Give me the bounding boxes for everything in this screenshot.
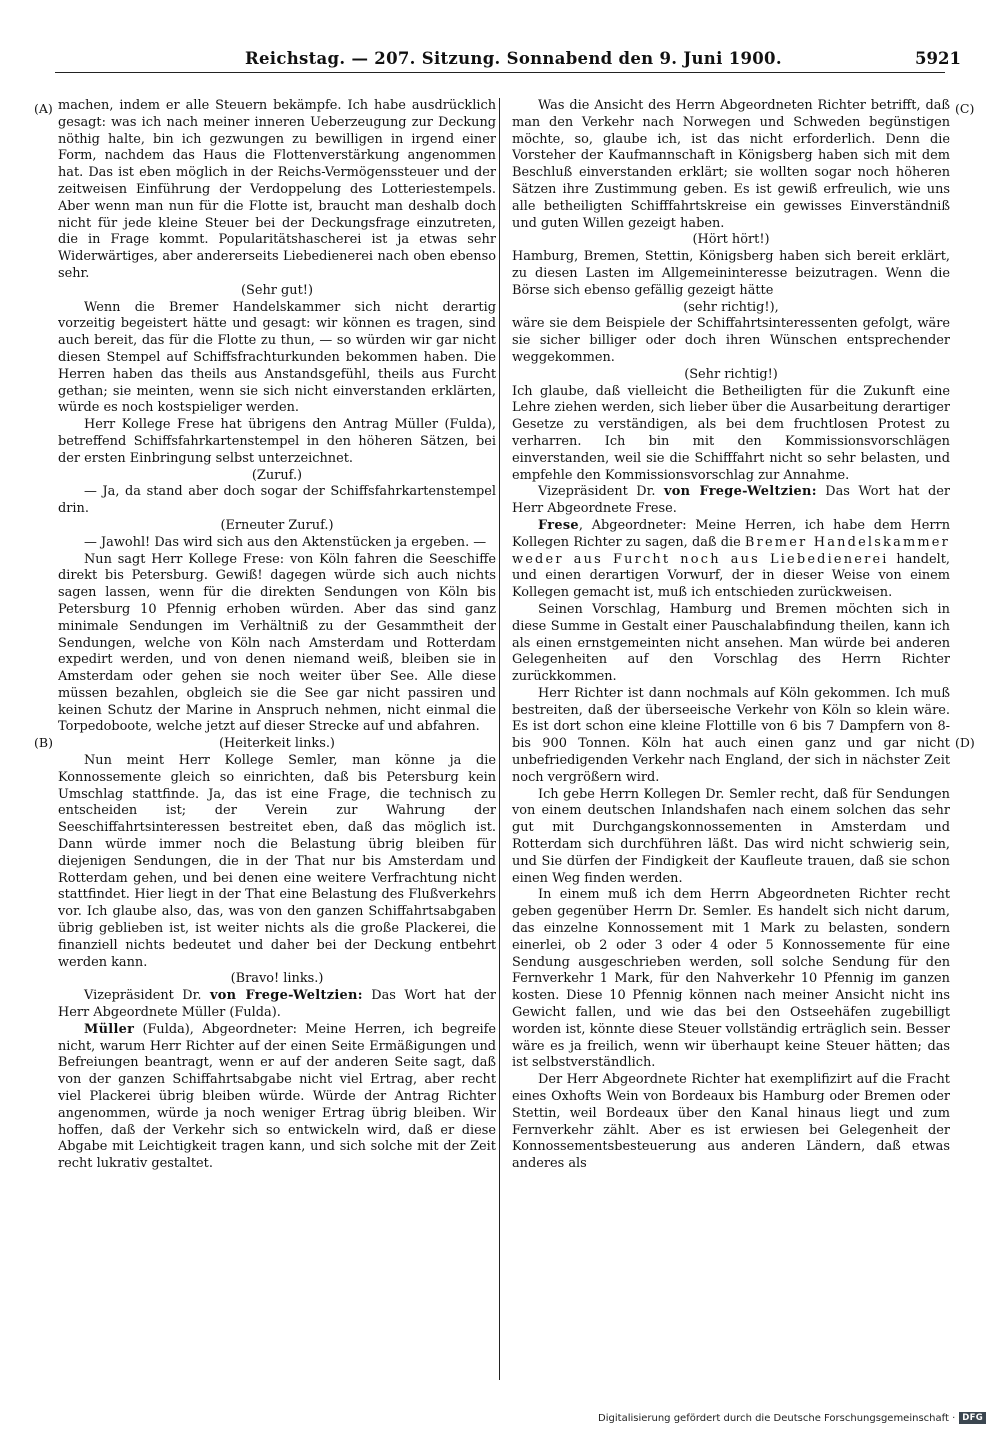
paragraph: — Jawohl! Das wird sich aus den Aktenstücken ja ergeben. — [84, 534, 487, 550]
interjection: (Sehr gut!) [241, 282, 313, 298]
header-rule [55, 72, 945, 73]
paragraph: Herr Kollege Frese hat übrigens den Antrag Müller (Fulda), betreffend Schiffsfahrkartenstempel in den höheren Sätzen, bei der ersten Einbringung selbst unterzeichnet. [58, 417, 496, 466]
speaker-name: von Frege-Weltzien: [663, 484, 817, 500]
paragraph: In einem muß ich dem Herrn Abgeordneten Richter recht geben gegenüber Herrn Dr. Semler. Es handelt sich nicht darum, das einzelne Konnossement mit 1 Mark zu belasten, sondern einerlei, ob 2 oder 3 oder 4 oder 5 Konnossemente für eine Sendung ausgeschrieben werden, soll solche Sendung für den Fernverkehr 1 Mark, für den Nahverkehr 10 Pfennig im ganzen kosten. Diese 10 Pfennig können nach meiner Ansicht nicht ins Gewicht fallen, und wie das bei den Ostseehäfen zugebilligt worden ist, könnte diese Steuer vollständig erträglich sein. Besser wäre es ja freilich, wenn wir überhaupt keine Steuer hätten; das ist selbstverständlich. [512, 887, 950, 1071]
speaker-title: Vizepräsident Dr. [84, 988, 210, 1004]
speaker-paragraph [512, 484, 950, 518]
margin-marker-a: (A) [34, 101, 53, 116]
speaker-name: Frese [538, 517, 579, 533]
interjection: (Sehr richtig!) [684, 366, 778, 382]
paragraph: Der Herr Abgeordnete Richter hat exemplifizirt auf die Fracht eines Oxhofts Wein von Bordeaux bis Hamburg oder Bremen oder Stettin, weil Bordeaux über den Kanal hinaus liegt und zum Fernverkehr zählt. Aber es ist erwiesen bei Gelegenheit der Konnossementsbesteuerung aus anderen Ländern, daß etwas anderes als [512, 1072, 950, 1172]
paragraph: Nun meint Herr Kollege Semler, man könne ja die Konnossemente gleich so einrichten, daß bis Petersburg kein Umschlag stattfinde. Ja, das ist eine Frage, die technisch zu entscheiden ist; der Verein zur Wahrung der Seeschiffahrtsinteressen bestreitet eben, daß das möglich ist. Dann würde immer noch die Belastung übrig bleiben für diejenigen Sendungen, die in der That nur bis Amsterdam und Rotterdam gehen, und bei denen eine weitere Verfrachtung nicht stattfindet. Hier liegt in der That eine Belastung des Flußverkehrs vor. Ich glaube also, das, was von den ganzen Schiffahrtsabgaben übrig geblieben ist, ist weiter nichts als die große Plackerei, die finanziell nichts bedeutet und daher bei der Deckung entbehrt werden kann. [58, 753, 496, 970]
speaker-text: (Fulda), Abgeordneter: Meine Herren, ich begreife nicht, warum Herr Richter auf der einen Seite Ermäßigungen und Befreiungen beantragt, wenn er auf der anderen Seite sagt, daß von der ganzen Schiffahrtsabgabe nicht viel Ertrag, aber recht viel Plackerei übrig bleiben würde. Würde der Antrag Richter angenommen, würde ja noch weniger Ertrag übrig bleiben. Wir hoffen, daß der Verkehr sich so entwickeln wird, daß er diese Abgabe mit Leichtigkeit tragen kann, und sich solche mit der Zeit recht lukrativ gestaltet. [58, 1021, 496, 1172]
interjection: (Hört hört!) [692, 232, 770, 248]
margin-marker-b: (B) [34, 735, 53, 750]
speaker-paragraph [58, 988, 496, 1022]
column-rule [499, 98, 500, 1380]
interjection: (Bravo! links.) [230, 971, 324, 987]
speaker-text: Das Wort hat der Herr Abgeordnete Frese. [512, 484, 950, 517]
interjection: (Heiterkeit links.) [219, 736, 335, 752]
speaker-text: , Abgeordneter: Meine Herren, ich habe dem Herrn Kollegen Richter zu sagen, daß die Bremer Handelskammer weder aus Furcht noch aus Liebedienerei handelt, und einen derartigen Vorwurf, der in dieser Weise von einem Kollegen gemacht ist, muß ich entschieden zurückweisen. [512, 517, 950, 601]
dfg-logo-icon: DFG [959, 1412, 986, 1424]
footer-credit [598, 1412, 986, 1424]
paragraph: machen, indem er alle Steuern bekämpfe. Ich habe ausdrücklich gesagt: was ich nach meiner inneren Ueberzeugung zur Deckung nöthig halte, bin ich gezwungen zu bewilligen in irgend einer Form, nachdem das Haus die Flottenverstärkung angenommen hat. Das ist eben möglich in der Reichs-Vermögenssteuer und der zeitweisen Einführung der Verdoppelung des Lotteriestempels. Aber wenn man nun für die Flotte ist, braucht man deshalb doch nicht für jede kleine Steuer bei der Deckungsfrage einzutreten, die in Frage kommt. Popularitätshascherei ist ja etwas sehr Widerwärtiges, aber andererseits Liebedienerei nach oben ebenso sehr. [58, 98, 496, 281]
paragraph: Was die Ansicht des Herrn Abgeordneten Richter betrifft, daß man den Verkehr nach Norwegen und Schweden begünstigen möchte, so, glaube ich, ist das nicht erforderlich. Denn die Vorsteher der Kaufmannschaft in Königsberg haben sich mit dem Beschluß einverstanden erklärt; sie wollten sogar noch höheren Sätzen ihre Zustimmung geben. Es ist gewiß erfreulich, wie uns alle betheiligten Schifffahrtskreise ein gewisses Einverständniß und guten Willen gezeigt haben. [512, 98, 950, 231]
speaker-title: Vizepräsident Dr. [538, 484, 664, 500]
paragraph: Seinen Vorschlag, Hamburg und Bremen möchten sich in diese Summe in Gestalt einer Pauschalabfindung theilen, kann ich als einen ernstgemeinten nicht ansehen. Man würde bei anderen Gelegenheiten auf den Vorschlag des Herrn Richter zurückkommen. [512, 601, 950, 685]
speaker-paragraph [58, 1022, 496, 1173]
interjection: (Zuruf.) [251, 467, 303, 483]
speaker-name: von Frege-Weltzien: [209, 988, 363, 1004]
paragraph: Nun sagt Herr Kollege Frese: von Köln fahren die Seeschiffe direkt bis Petersburg. Gewiß! dagegen würde sich auch nichts sagen lassen, wenn für die direkten Sendungen von Köln bis Petersburg 10 Pfennig erhoben würden. Aber das sind ganz minimale Sendungen im Verhältniß zu der Gesammtheit der Sendungen, welche von Köln nach Amsterdam und Rotterdam expedirt werden, und von denen niemand weiß, bleiben sie in Amsterdam oder gehen sie noch weiter über See. Alle diese müssen bezahlen, obgleich sie die See gar nicht passiren und keinen Schutz der Marine in Anspruch nehmen, nicht einmal die Torpedoboote, welche jetzt auf dieser Strecke auf und abfahren. [58, 551, 496, 735]
speaker-paragraph [512, 518, 950, 602]
page-header [0, 0, 1000, 80]
speaker-text: Das Wort hat der Herr Abgeordnete Müller (Fulda). [58, 988, 496, 1021]
running-head: Reichstag. — 207. Sitzung. Sonnabend den 9. Juni 1900. [245, 49, 782, 68]
footer-text: Digitalisierung gefördert durch die Deutsche Forschungsgemeinschaft · [598, 1412, 956, 1424]
paragraph: Herr Richter ist dann nochmals auf Köln gekommen. Ich muß bestreiten, daß der überseeische Verkehr von Köln so klein wäre. Es ist dort schon eine kleine Flottille von 6 bis 7 Dampfern von 8- bis 900 Tonnen. Köln hat auch einen ganz und gar nicht unbefriedigenden Verkehr nach England, der sich in nächster Zeit noch vergrößern wird. [512, 685, 950, 785]
paragraph: — Ja, da stand aber doch sogar der Schiffsfahrkartenstempel drin. [58, 484, 496, 517]
margin-marker-d: (D) [955, 735, 975, 750]
paragraph: Hamburg, Bremen, Stettin, Königsberg haben sich bereit erklärt, zu diesen Lasten im Allgemeininteresse beizutragen. Wenn die Börse sich ebenso gefällig gezeigt hätte [512, 249, 950, 298]
paragraph: Ich glaube, daß vielleicht die Betheiligten für die Zukunft eine Lehre ziehen werden, sich lieber über die Ausarbeitung derartiger Gesetze zu verständigen, als bei dem fruchtlosen Protest zu verharren. Ich bin mit den Kommissionsvorschlägen einverstanden, weil sie die Schifffahrt nicht so sehr belasten, und empfehle den Kommissionsvorschlag zur Annahme. [512, 383, 950, 483]
margin-marker-c: (C) [955, 101, 975, 116]
page-number: 5921 [915, 49, 961, 68]
paragraph: wäre sie dem Beispiele der Schiffahrtsinteressenten gefolgt, wäre sie sicher billiger oder doch ihren Wünschen entsprechender weggekommen. [512, 316, 950, 365]
interjection: (sehr richtig!), [683, 299, 779, 315]
speaker-name: Müller [84, 1021, 135, 1037]
paragraph: Ich gebe Herrn Kollegen Dr. Semler recht, daß für Sendungen von einem deutschen Inlandshafen nach einem solchen das sehr gut mit Durchgangskonnossementen in Amsterdam und Rotterdam sich durchführen läßt. Das wird nicht schwierig sein, und Sie dürfen der Findigkeit der Kaufleute trauen, daß sie schon einen Weg finden werden. [512, 786, 950, 886]
left-column [58, 98, 496, 1380]
interjection: (Erneuter Zuruf.) [220, 517, 334, 533]
paragraph: Wenn die Bremer Handelskammer sich nicht derartig vorzeitig begeistert hätte und gesagt: wir können es tragen, sind auch bereit, das für die Flotte zu thun, — so würden wir gar nicht diesen Stempel auf Schiffsfrachturkunden bekommen haben. Die Herren haben das theils aus Anstandsgefühl, theils aus Furcht gethan; sie meinten, wenn sie sich nicht einverstanden erklärten, würde es noch kostspieliger werden. [58, 299, 496, 416]
right-column [512, 98, 950, 1380]
